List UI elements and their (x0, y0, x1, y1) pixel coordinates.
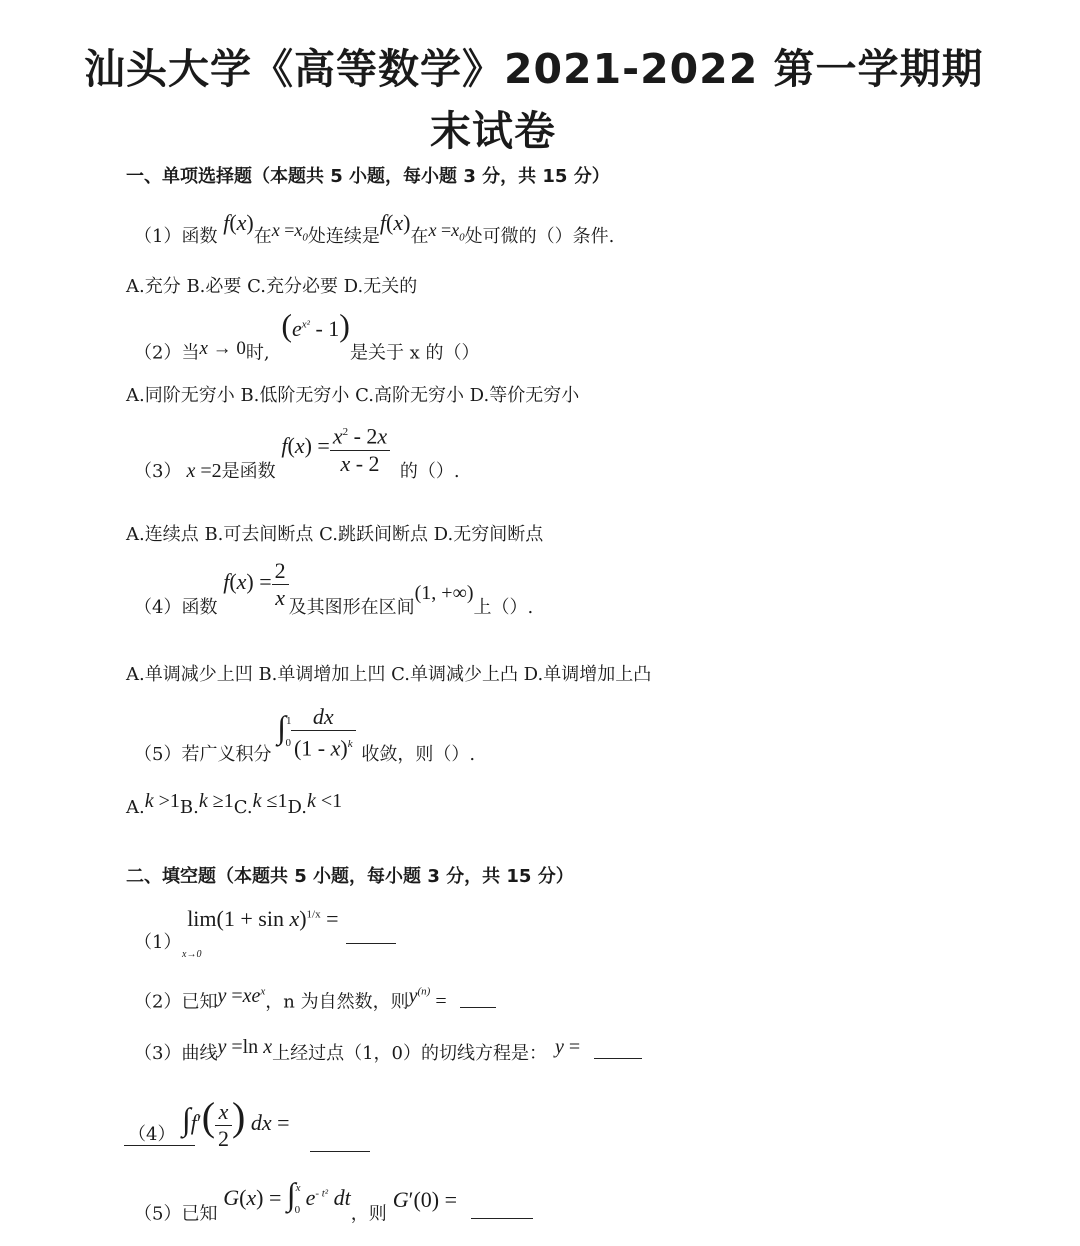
choice-options-3: A.连续点 B.可去间断点 C.跳跃间断点 D.无穷间断点 (126, 524, 544, 545)
section-heading-choice: 一、单项选择题（本题共 5 小题，每小题 3 分，共 15 分） (126, 166, 610, 187)
answer-blank[interactable] (346, 942, 396, 944)
choice-question-1: （1）函数 f(x)在$x =x_0$处连续是f(x)在$x =x_0$处可微的（）条件. (134, 210, 615, 247)
fill-question-1: （1） $\lim(1 + \sin x)^{1/x}$ = x→0 (134, 898, 339, 954)
page-title-continued: 末试卷 (430, 107, 556, 155)
math-limit: $\lim(1 + \sin x)^{1/x}$ = (187, 906, 339, 932)
fill-question-5: （5）已知 G(x) = ∫$^x_0$ $e^{- t^2}$ dt，则G′(0) = (134, 1178, 533, 1246)
choice-options-5: A.k >1B.k ≥1C.k ≤1D.k <1 (126, 790, 343, 818)
fill-question-2: （2）已知$y =xe^x$，n 为自然数，则$y^{(n)}$ = (134, 972, 496, 1028)
answer-blank[interactable] (310, 1150, 370, 1152)
section-heading-fill: 二、填空题（本题共 5 小题，每小题 3 分，共 15 分） (126, 866, 574, 887)
choice-question-4: （4）函数 f(x) = $\frac{2}{x}$ 及其图形在区间(1, +∞)上（）. (134, 557, 534, 618)
math-interval: (1, +∞) (414, 582, 474, 604)
choice-options-2: A.同阶无穷小 B.低阶无穷小 C.高阶无穷小 D.等价无穷小 (126, 385, 580, 406)
answer-blank[interactable] (594, 1057, 642, 1059)
choice-question-5: （5）若广义积分 ∫$^1_0$ $\frac{dx}{(1 - x)^k}$ 收敛，则（）. (134, 704, 476, 765)
choice-options-4: A.单调减少上凹 B.单调增加上凹 C.单调减少上凸 D.单调增加上凸 (126, 664, 652, 685)
math-fx: f (223, 210, 230, 235)
math-two-over-x: f(x) = $\frac{2}{x}$ (223, 573, 288, 594)
math-x-eq-x0: x (271, 220, 280, 240)
question-number: （1） (134, 226, 182, 247)
choice-options-1: A.充分 B.必要 C.充分必要 D.无关的 (126, 276, 418, 297)
page-title: 汕头大学《高等数学》2021-2022 第一学期期 (84, 45, 984, 93)
answer-blank[interactable] (471, 1217, 533, 1219)
math-integral-fprime: ∫f′( $\frac{x}{2}$ ) dx = (182, 1094, 290, 1151)
fill-question-4: （4） ∫f′( $\frac{x}{2}$ ) dx = (124, 1082, 195, 1152)
math-improper-integral: ∫$^1_0$ $\frac{dx}{(1 - x)^k}$ (277, 722, 355, 743)
choice-question-3: （3） x =2是函数 f(x) = $\frac{x^2 - 2x}{x - 2}$ 的（）. (134, 420, 460, 522)
math-rational-function: f(x) = $\frac{x^2 - 2x}{x - 2}$ (281, 437, 390, 458)
math-integral-g: G(x) = ∫$^x_0$ $e^{- t^2}$ dt (223, 1176, 351, 1217)
question-text: 函数 (181, 226, 218, 247)
choice-question-2: （2）当x → 0时, $(e^{x^2} - 1)$是关于 x 的（） (134, 307, 480, 364)
fill-question-3: （3）曲线y =ln x上经过点（1，0）的切线方程是： y = (134, 1028, 642, 1079)
math-exp-minus-one: $(e^{x^2} - 1)$ (281, 307, 350, 344)
answer-blank[interactable] (460, 1006, 496, 1008)
